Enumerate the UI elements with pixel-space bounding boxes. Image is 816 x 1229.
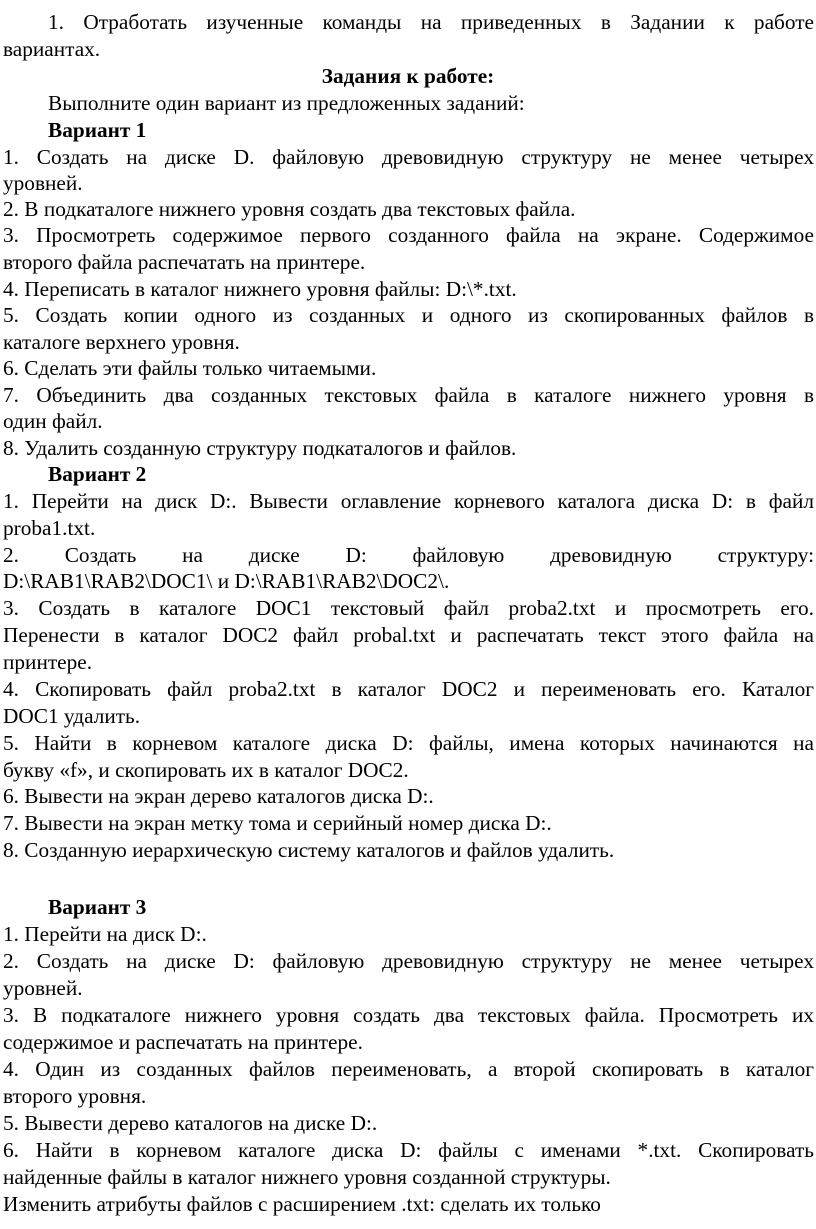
variant-3-line: 6. Найти в корневом каталоге диска D: файлы с именами *.txt. Скопировать (3, 1138, 814, 1162)
variant-1-line: 5. Создать копии одного из созданных и одного из скопированных файлов в (3, 303, 814, 327)
variant-1-line: 7. Объединить два созданных текстовых файла в каталоге нижнего уровня в (3, 383, 814, 407)
variant-3-line: 4. Один из созданных файлов переименовать, а второй скопировать в каталог (3, 1057, 814, 1081)
variant-1-line: второго файла распечатать на принтере. (3, 250, 366, 274)
variant-3-line: Изменить атрибуты файлов с расширением .txt: сделать их только (3, 1192, 601, 1216)
variant-1-line: 2. В подкаталоге нижнего уровня создать два текстовых файла. (3, 197, 576, 221)
tasks-heading: Задания к работе: (321, 64, 495, 88)
variant-3-line: содержимое и распечатать на принтере. (3, 1030, 363, 1054)
variant-1-line: 6. Сделать эти файлы только читаемыми. (3, 356, 377, 380)
variant-1-line: 1. Создать на диске D. файловую древовидную структуру не менее четырех (3, 145, 814, 169)
variant-3-line: найденные файлы в каталог нижнего уровня созданной структуры. (3, 1165, 611, 1189)
variant-2-line: D:\RAB1\RAB2\DOC1\ и D:\RAB1\RAB2\DOC2\. (3, 569, 450, 593)
intro-line-1: 1. Отработать изученные команды на приведенных в Задании к работе (48, 10, 814, 34)
variant-3-line: 1. Перейти на диск D:. (3, 922, 207, 946)
variant-3-line: 5. Вывести дерево каталогов на диске D:. (3, 1111, 378, 1135)
variant-2-line: 4. Скопировать файл proba2.txt в каталог DOC2 и переименовать его. Каталог (3, 677, 814, 701)
variant-1-title: Вариант 1 (48, 118, 147, 142)
variant-1-line: каталоге верхнего уровня. (3, 330, 240, 354)
instruction-line: Выполните один вариант из предложенных заданий: (48, 91, 525, 115)
variant-3-line: второго уровня. (3, 1084, 147, 1108)
variant-1-line: один файл. (3, 409, 103, 433)
variant-2-line: 5. Найти в корневом каталоге диска D: файлы, имена которых начинаются на (3, 731, 814, 755)
variant-2-line: 8. Созданную иерархическую систему каталогов и файлов удалить. (3, 838, 615, 862)
variant-2-line: букву «f», и скопировать их в каталог DOC2. (3, 758, 409, 782)
variant-2-line: DOC1 удалить. (3, 704, 141, 728)
variant-3-line: 3. В подкаталоге нижнего уровня создать два текстовых файла. Просмотреть их (3, 1003, 814, 1027)
variant-1-line: 3. Просмотреть содержимое первого созданного файла на экране. Содержимое (3, 223, 814, 247)
variant-2-line: Перенести в каталог DOC2 файл probal.txt и распечатать текст этого файла на (3, 623, 814, 647)
variant-2-line: 3. Создать в каталоге DOC1 текстовый файл proba2.txt и просмотреть его. (3, 596, 814, 620)
variant-2-line: принтере. (3, 650, 93, 674)
variant-2-line: 6. Вывести на экран дерево каталогов диска D:. (3, 784, 434, 808)
variant-1-line: уровней. (3, 171, 83, 195)
variant-2-line: 2. Создать на диске D: файловую древовидную структуру: (3, 543, 814, 567)
variant-3-line: 2. Создать на диске D: файловую древовидную структуру не менее четырех (3, 949, 814, 973)
variant-2-line: 1. Перейти на диск D:. Вывести оглавление корневого каталога диска D: в файл (3, 489, 814, 513)
variant-1-line: 8. Удалить созданную структуру подкаталогов и файлов. (3, 436, 517, 460)
variant-3-title: Вариант 3 (48, 895, 147, 919)
variant-2-line: proba1.txt. (3, 516, 96, 540)
variant-2-line: 7. Вывести на экран метку тома и серийный номер диска D:. (3, 811, 552, 835)
intro-line-2: вариантах. (3, 37, 101, 61)
variant-2-title: Вариант 2 (48, 462, 147, 486)
variant-1-line: 4. Переписать в каталог нижнего уровня файлы: D:\*.txt. (3, 277, 517, 301)
variant-3-line: уровней. (3, 976, 83, 1000)
